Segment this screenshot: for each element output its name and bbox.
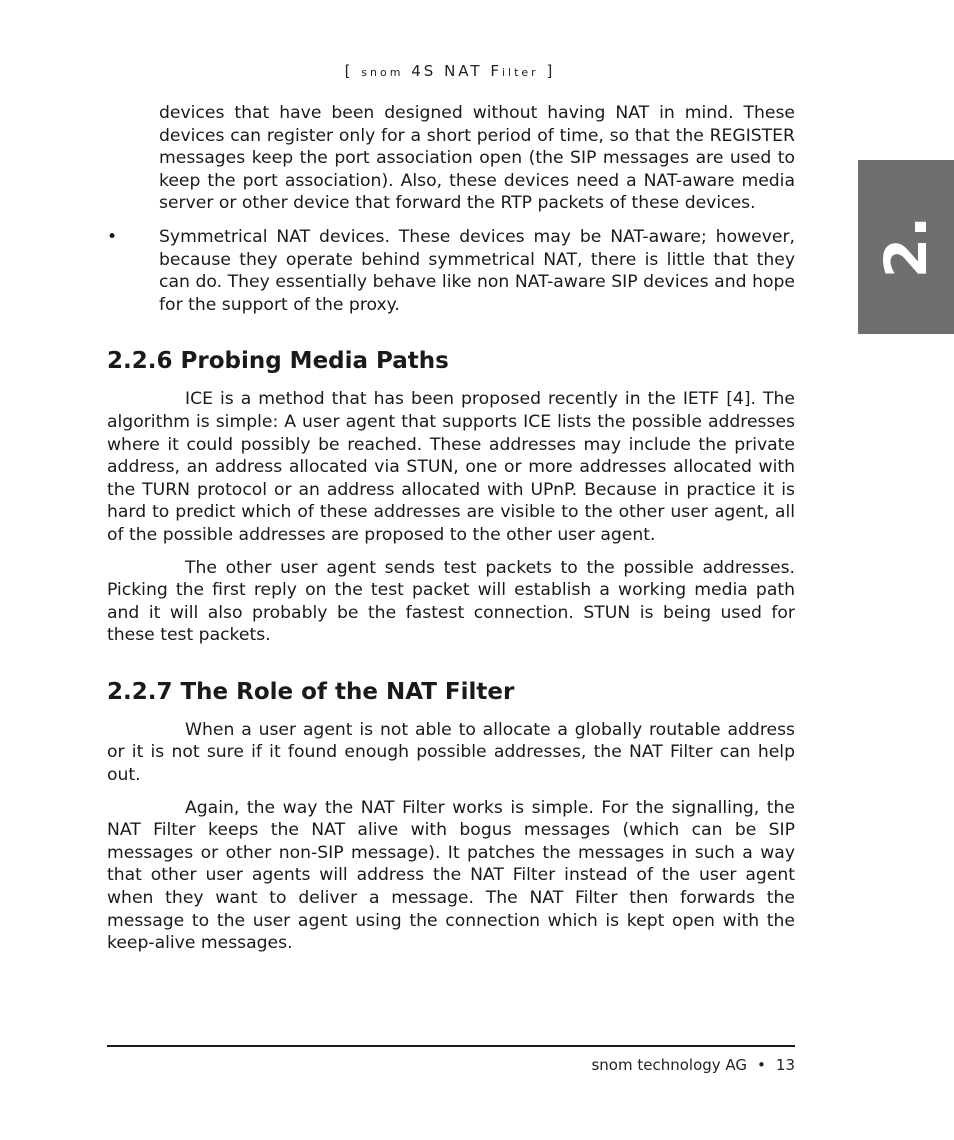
footer-company: snom technology AG (591, 1056, 748, 1074)
footer-separator: • (757, 1056, 766, 1074)
section-heading-nat-filter-role: 2.2.7 The Role of the NAT Filter (107, 678, 515, 705)
header-bracket-open: [ (344, 62, 354, 80)
header-product-main: 4S NAT (411, 62, 483, 80)
page-number: 13 (775, 1056, 795, 1074)
page-footer (591, 1056, 795, 1074)
body-paragraph: ICE is a method that has been proposed recently in the IETF [4]. The algorithm is simple: A user agent that supports ICE lists the possible addresses where it could possibly be reached. These addresses may include the private address, an address allocated via STUN, one or more addresses allocated with the TURN protocol or an address allocated with UPnP. Because in practice it is hard to predict which of these addresses are visible to the other user agent, all of the possible addresses are proposed to the other user agent. (107, 389, 795, 545)
chapter-tab (858, 160, 954, 334)
body-paragraph: The other user agent sends test packets to the possible addresses. Picking the first reply on the test packet will establish a working media path and it will also probably be the fastest connection. STUN is being used for these test packets. (107, 557, 795, 646)
header-filter-initial: F (490, 62, 502, 80)
footer-rule (107, 1045, 795, 1047)
continued-paragraph: devices that have been designed without having NAT in mind. These devices can register only for a short period of time, so that the REGISTER messages keep the port association open (the SIP messages are used to keep the port association). Also, these devices need a NAT-aware media server or other device that forward the RTP packets of these devices. (159, 103, 795, 214)
chapter-number: 2. (871, 215, 940, 279)
body-paragraph: Again, the way the NAT Filter works is simple. For the signalling, the NAT Filter keeps the NAT alive with bogus messages (which can be SIP messages or other non-SIP message). It patches the messages in such a way that other user agents will address the NAT Filter instead of the user agent when they want to deliver a message. The NAT Filter then forwards the message to the user agent using the connection which is kept open with the keep-alive messages. (107, 797, 795, 954)
header-bracket-close: ] (546, 62, 556, 80)
body-paragraph: When a user agent is not able to allocate a globally routable address or it is not sure if it found enough possible addresses, the NAT Filter can help out. (107, 719, 795, 786)
bullet-item (107, 226, 795, 316)
header-filter-rest: ilter (501, 66, 539, 79)
bullet-text: Symmetrical NAT devices. These devices may be NAT-aware; however, because they operate behind symmetrical NAT, there is little that they can do. They essentially behave like non NAT-aware SIP devices and hope for the support of the proxy. (159, 226, 795, 315)
header-product-small: snom (361, 66, 404, 79)
bullet-dot: • (107, 226, 118, 247)
page-content (107, 102, 795, 955)
running-header (0, 62, 900, 80)
section-heading-probing-media-paths: 2.2.6 Probing Media Paths (107, 348, 449, 375)
